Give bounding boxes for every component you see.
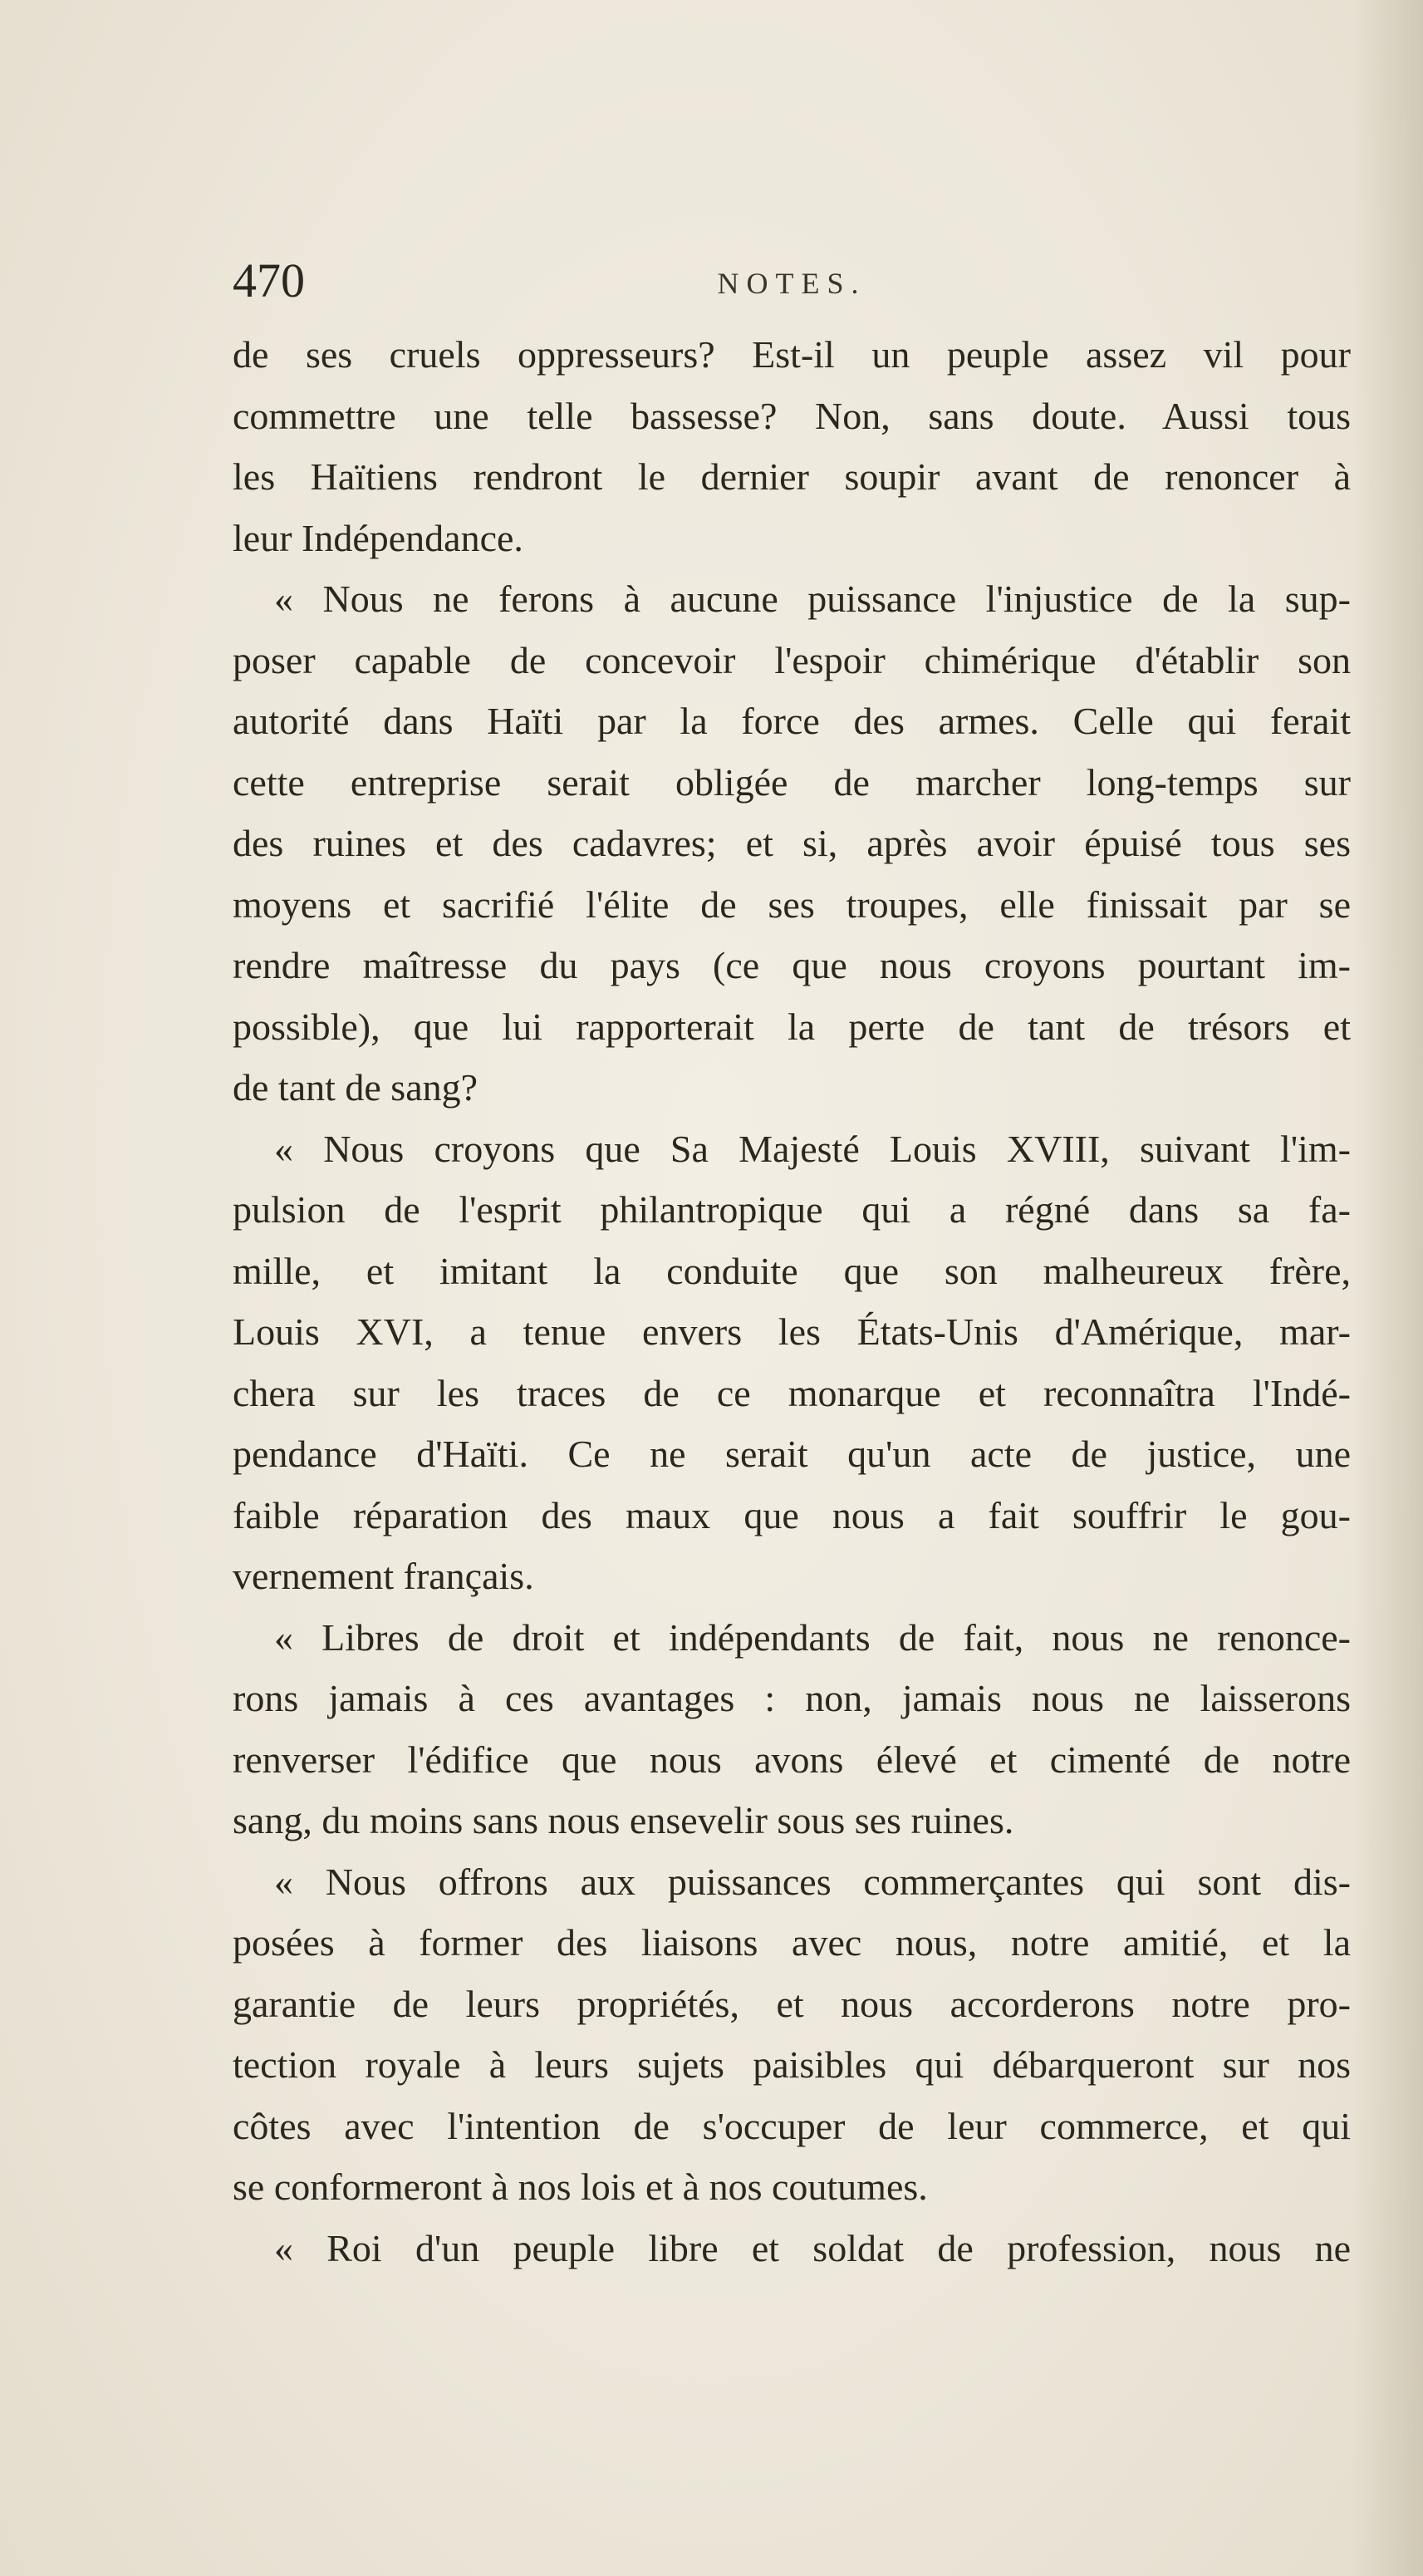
text-line: les Haïtiens rendront le dernier soupir avant de renoncer à bbox=[233, 455, 1351, 498]
text-line: autorité dans Haïti par la force des armes. Celle qui ferait bbox=[233, 700, 1351, 742]
text-line: « Nous ne ferons à aucune puissance l'injustice de la sup- bbox=[274, 578, 1351, 620]
text-line: vernement français. bbox=[233, 1555, 534, 1597]
text-line: sang, du moins sans nous ensevelir sous ses ruines. bbox=[233, 1799, 1014, 1841]
text-line: « Nous croyons que Sa Majesté Louis XVIII, suivant l'im- bbox=[274, 1127, 1351, 1170]
text-line: de ses cruels oppresseurs? Est-il un peuple assez vil pour bbox=[233, 333, 1351, 376]
page-content bbox=[233, 249, 1351, 2279]
text-line: garantie de leurs propriétés, et nous accorderons notre pro- bbox=[233, 1982, 1351, 2025]
text-line: poser capable de concevoir l'espoir chimérique d'établir son bbox=[233, 638, 1351, 681]
page-gutter-shadow bbox=[1352, 0, 1423, 2576]
text-line: mille, et imitant la conduite que son malheureux frère, bbox=[233, 1249, 1351, 1292]
text-line: rons jamais à ces avantages : non, jamais nous ne laisserons bbox=[233, 1677, 1351, 1719]
body-text bbox=[233, 324, 1351, 2279]
text-line: Louis XVI, a tenue envers les États-Unis d'Amérique, mar- bbox=[233, 1310, 1351, 1353]
text-line: moyens et sacrifié l'élite de ses troupes, elle finissait par se bbox=[233, 882, 1351, 926]
paragraph bbox=[233, 1118, 1351, 1607]
paragraph bbox=[233, 1851, 1351, 2218]
text-line: tection royale à leurs sujets paisibles qui débarqueront sur nos bbox=[233, 2043, 1351, 2086]
text-line: faible réparation des maux que nous a fait souffrir le gou- bbox=[233, 1493, 1351, 1536]
paragraph bbox=[233, 568, 1351, 1118]
paragraph bbox=[233, 324, 1351, 568]
text-line: « Libres de droit et indépendants de fait, nous ne renonce- bbox=[274, 1615, 1351, 1659]
text-line: pendance d'Haïti. Ce ne serait qu'un acte de justice, une bbox=[233, 1433, 1351, 1475]
text-line: commettre une telle bassesse? Non, sans doute. Aussi tous bbox=[233, 394, 1351, 437]
paragraph bbox=[233, 2218, 1351, 2279]
text-line: rendre maîtresse du pays (ce que nous croyons pourtant im- bbox=[233, 944, 1351, 986]
paragraph bbox=[233, 1607, 1351, 1851]
running-head bbox=[233, 249, 1351, 324]
text-line: des ruines et des cadavres; et si, après avoir épuisé tous ses bbox=[233, 822, 1351, 864]
text-line: pulsion de l'esprit philantropique qui a régné dans sa fa- bbox=[233, 1188, 1351, 1231]
text-line: de tant de sang? bbox=[233, 1066, 478, 1109]
text-line: chera sur les traces de ce monarque et reconnaîtra l'Indé- bbox=[233, 1371, 1351, 1414]
page-number: 470 bbox=[233, 253, 305, 307]
text-line: renverser l'édifice que nous avons élevé et cimenté de notre bbox=[233, 1738, 1351, 1781]
running-title: NOTES. bbox=[717, 267, 866, 300]
text-line: leur Indépendance. bbox=[233, 516, 523, 559]
text-line: possible), que lui rapporterait la perte de tant de trésors et bbox=[233, 1005, 1351, 1048]
text-line: cette entreprise serait obligée de marcher long-temps sur bbox=[233, 760, 1351, 804]
text-line: se conformeront à nos lois et à nos coutumes. bbox=[233, 2166, 928, 2208]
text-line: côtes avec l'intention de s'occuper de leur commerce, et qui bbox=[233, 2104, 1351, 2147]
text-line: « Nous offrons aux puissances commerçantes qui sont dis- bbox=[274, 1860, 1351, 1903]
text-line: posées à former des liaisons avec nous, notre amitié, et la bbox=[233, 1921, 1351, 1964]
text-line: « Roi d'un peuple libre et soldat de profession, nous ne bbox=[274, 2226, 1351, 2269]
